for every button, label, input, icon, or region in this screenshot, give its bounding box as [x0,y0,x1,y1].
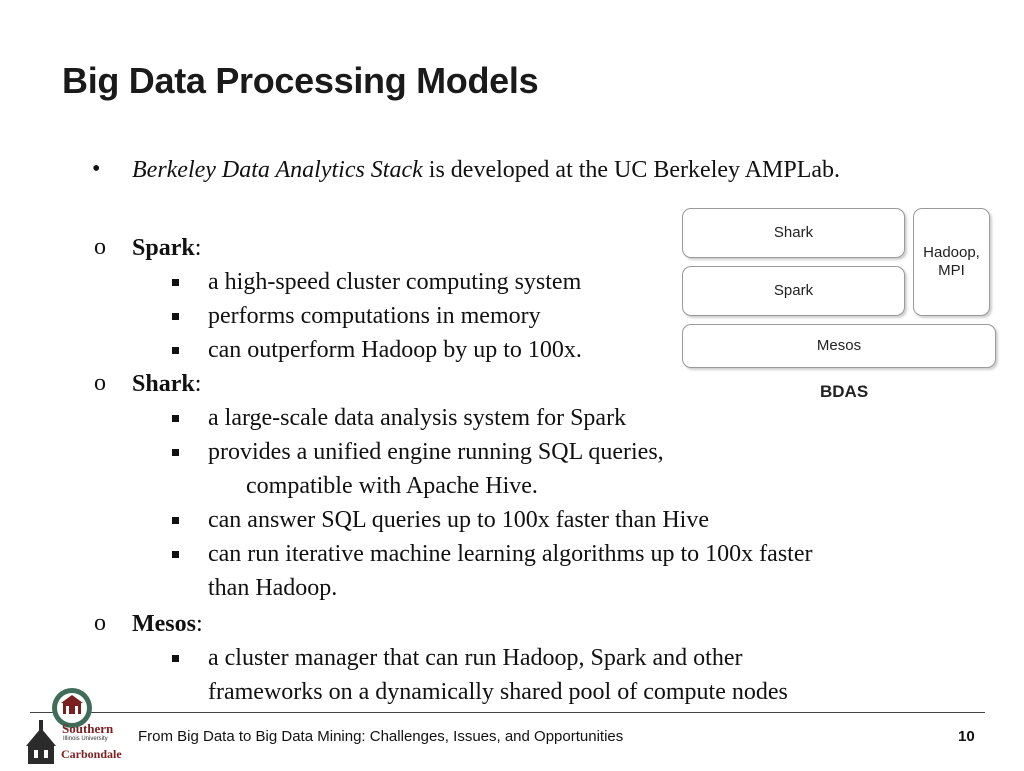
mesos-label: Mesos [132,611,196,637]
bdas-caption: BDAS [820,382,869,401]
spark-box: Spark [682,266,905,316]
bdas-diagram [680,206,998,406]
slide-title: Big Data Processing Models [62,60,539,101]
shark-item-continued: than Hadoop. [208,575,338,601]
intro-rest: is developed at the UC Berkeley AMPLab. [422,157,841,183]
spark-item: can outperform Hadoop by up to 100x. [208,337,582,363]
mesos-item-continued: frameworks on a dynamically shared pool of compute nodes [208,679,788,705]
shark-item-continued: compatible with Apache Hive. [246,473,538,499]
shark-item: can run iterative machine learning algorithms up to 100x faster [208,541,813,567]
circle-bullet: o [94,610,106,636]
shark-heading: Shark: [132,371,202,397]
bullet-dot: • [92,156,101,182]
mesos-item: a cluster manager that can run Hadoop, Spark and other [208,645,743,671]
intro-line [132,156,840,184]
spark-label: Spark [132,235,195,261]
spark-item: performs computations in memory [208,303,541,329]
square-bullet [172,517,179,524]
mpi-label: MPI [938,262,965,279]
logo-name-line3: Carbondale [61,747,122,761]
shark-item: a large-scale data analysis system for Spark [208,405,627,431]
shark-box: Shark [682,208,905,258]
hadoop-label: Hadoop, [923,244,980,261]
logo-name-line1: Southern [62,721,114,736]
circle-bullet: o [94,234,106,260]
page-number: 10 [958,728,975,745]
mesos-heading: Mesos: [132,611,203,637]
shark-label: Shark [132,371,195,397]
square-bullet [172,551,179,558]
logo-name-line2: Illinois University [63,736,108,742]
spark-item: a high-speed cluster computing system [208,269,582,295]
intro-italic: Berkeley Data Analytics Stack [132,157,423,183]
footer-divider [30,712,985,713]
square-bullet [172,415,179,422]
circle-bullet: o [94,370,106,396]
shark-item: can answer SQL queries up to 100x faster than Hive [208,507,709,533]
spark-heading: Spark: [132,235,202,261]
square-bullet [172,449,179,456]
square-bullet [172,347,179,354]
shark-item: provides a unified engine running SQL queries, [208,439,664,465]
square-bullet [172,313,179,320]
square-bullet [172,655,179,662]
mesos-box: Mesos [682,324,996,368]
square-bullet [172,279,179,286]
university-logo [22,686,122,766]
footer-title: From Big Data to Big Data Mining: Challenges, Issues, and Opportunities [138,728,624,745]
hadoop-mpi-box [913,208,990,316]
